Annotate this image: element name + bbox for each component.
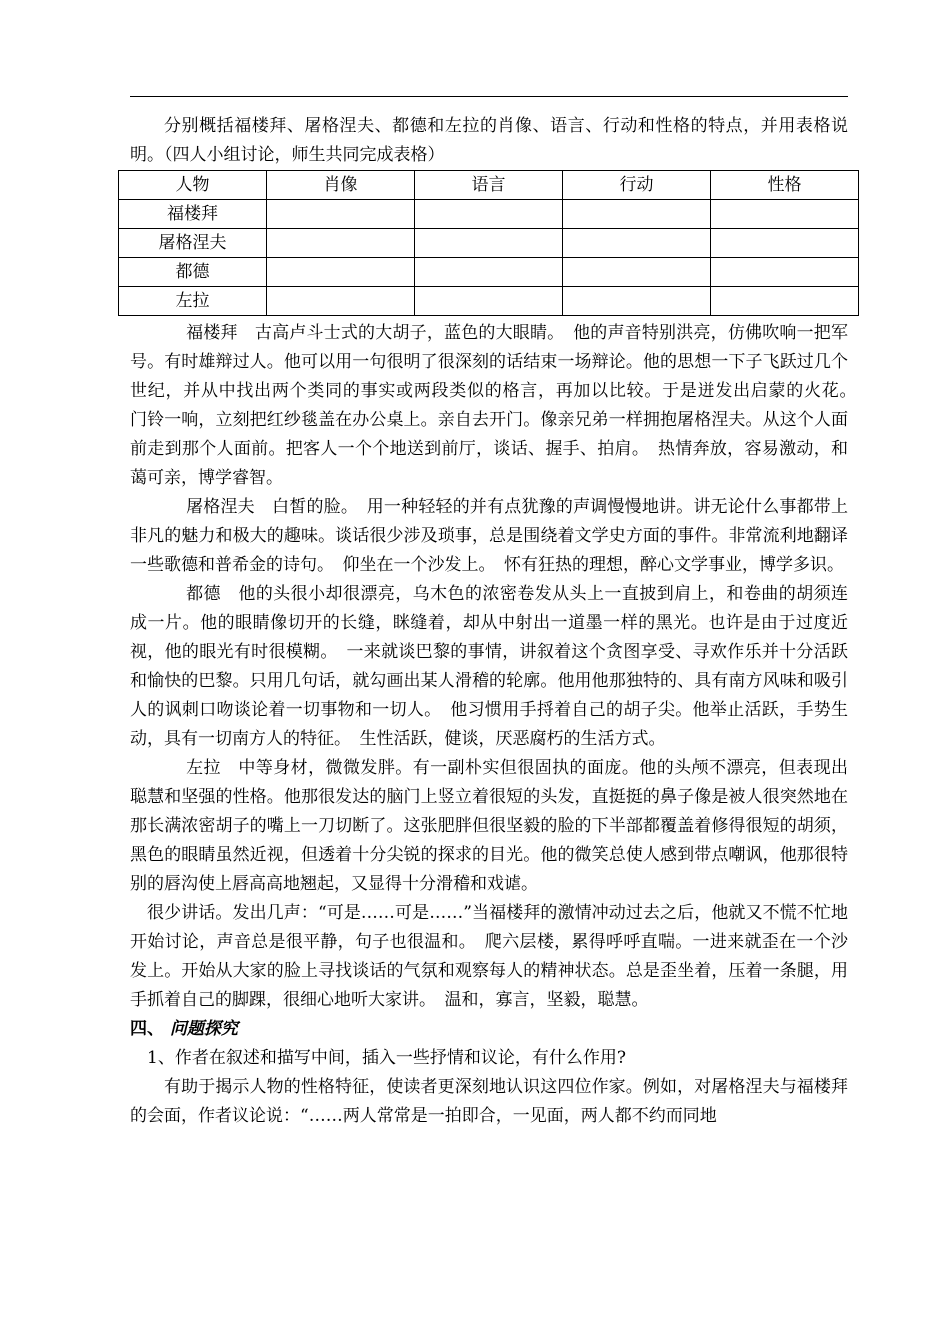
section-title: 问题探究 bbox=[169, 1019, 238, 1039]
table-cell bbox=[267, 258, 415, 287]
table-cell bbox=[267, 287, 415, 316]
character-summary-table bbox=[118, 170, 859, 316]
table-cell bbox=[415, 229, 563, 258]
table-cell bbox=[267, 200, 415, 229]
table-header-cell: 性格 bbox=[711, 171, 859, 200]
table-header-cell: 行动 bbox=[563, 171, 711, 200]
table-header-cell: 人物 bbox=[119, 171, 267, 200]
zola-rest-paragraph: 很少讲话。发出几声：“可是……可是……”当福楼拜的激情冲动过去之后，他就又不慌不忙地开始讨论，声音总是很平静，句子也很温和。 爬六层楼，累得呼呼直喘。一进来就歪在一个沙发上。开始从大家的脸上寻找谈话的气氛和观察每人的精神状态。总是歪坐着，压着一条腿，用手抓着自己的脚踝，很细心地听大家讲。 温和，寡言，坚毅，聪慧。 bbox=[130, 903, 848, 1010]
table-row bbox=[119, 229, 859, 258]
table-row bbox=[119, 258, 859, 287]
table-cell-name: 屠格涅夫 bbox=[119, 229, 267, 258]
turgenev-paragraph: 屠格涅夫 白皙的脸。 用一种轻轻的并有点犹豫的声调慢慢地讲。讲无论什么事都带上非凡的魅力和极大的趣味。谈话很少涉及琐事，总是围绕着文学史方面的事件。非常流利地翻译一些歌德和普希金的诗句。 仰坐在一个沙发上。 怀有狂热的理想，醉心文学事业，博学多识。 bbox=[130, 497, 848, 575]
table-cell bbox=[711, 229, 859, 258]
table-row bbox=[119, 200, 859, 229]
section-heading bbox=[130, 1015, 848, 1044]
daudet-paragraph: 都德 他的头很小却很漂亮，乌木色的浓密卷发从头上一直披到肩上，和卷曲的胡须连成一片。他的眼睛像切开的长缝，眯缝着，却从中射出一道墨一样的黑光。也许是由于过度近视，他的眼光有时很模糊。 一来就谈巴黎的事情，讲叙着这个贪图享受、寻欢作乐并十分活跃和愉快的巴黎。只用几句话，就勾画出某人滑稽的轮廓。他用他那独特的、具有南方风味和吸引人的讽刺口吻谈论着一切事物和一切人。 他习惯用手捋着自己的胡子尖。他举止活跃，手势生动，具有一切南方人的特征。 生性活跃，健谈，厌恶腐朽的生活方式。 bbox=[130, 584, 848, 749]
table-row bbox=[119, 287, 859, 316]
table-cell bbox=[415, 258, 563, 287]
table-cell bbox=[711, 258, 859, 287]
answer-1: 有助于揭示人物的性格特征，使读者更深刻地认识这四位作家。例如，对屠格涅夫与福楼拜的会面，作者议论说：“……两人常常是一拍即合，一见面，两人都不约而同地 bbox=[130, 1077, 848, 1126]
table-cell bbox=[711, 200, 859, 229]
question-1: 1、作者在叙述和描写中间，插入一些抒情和议论，有什么作用? bbox=[147, 1048, 626, 1068]
table-cell-name: 左拉 bbox=[119, 287, 267, 316]
intro-paragraph: 分别概括福楼拜、屠格涅夫、都德和左拉的肖像、语言、行动和性格的特点，并用表格说明。（四人小组讨论，师生共同完成表格） bbox=[130, 116, 848, 165]
table-header-cell: 肖像 bbox=[267, 171, 415, 200]
section-number: 四、 bbox=[130, 1019, 164, 1039]
flaubert-paragraph: 福楼拜 古高卢斗士式的大胡子，蓝色的大眼睛。 他的声音特别洪亮，仿佛吹响一把军号。有时雄辩过人。他可以用一句很明了很深刻的话结束一场辩论。他的思想一下子飞跃过几个世纪，并从中找出两个类同的事实或两段类似的格言，再加以比较。于是迸发出启蒙的火花。 门铃一响，立刻把红纱毯盖在办公桌上。亲自去开门。像亲兄弟一样拥抱屠格涅夫。从这个人面前走到那个人面前。把客人一个个地送到前厅，谈话、握手、拍肩。 热情奔放，容易激动，和蔼可亲，博学睿智。 bbox=[130, 323, 865, 488]
header-rule bbox=[130, 96, 848, 97]
table-cell bbox=[711, 287, 859, 316]
table-cell bbox=[415, 287, 563, 316]
table-header-cell: 语言 bbox=[415, 171, 563, 200]
table-cell bbox=[267, 229, 415, 258]
table-cell-name: 福楼拜 bbox=[119, 200, 267, 229]
table-header-row bbox=[119, 171, 859, 200]
table-cell-name: 都德 bbox=[119, 258, 267, 287]
table-cell bbox=[563, 229, 711, 258]
table-cell bbox=[415, 200, 563, 229]
table-cell bbox=[563, 258, 711, 287]
page-content bbox=[130, 112, 865, 1131]
table-cell bbox=[563, 287, 711, 316]
zola-portrait-paragraph: 左拉 中等身材，微微发胖。有一副朴实但很固执的面庞。他的头颅不漂亮，但表现出聪慧和坚强的性格。他那很发达的脑门上竖立着很短的头发，直挺挺的鼻子像是被人很突然地在那长满浓密胡子的嘴上一刀切断了。这张肥胖但很坚毅的脸的下半部都覆盖着修得很短的胡须，黑色的眼睛虽然近视，但透着十分尖锐的探求的目光。他的微笑总使人感到带点嘲讽，他那很特别的唇沟使上唇高高地翘起，又显得十分滑稽和戏谑。 bbox=[130, 758, 848, 894]
table-cell bbox=[563, 200, 711, 229]
